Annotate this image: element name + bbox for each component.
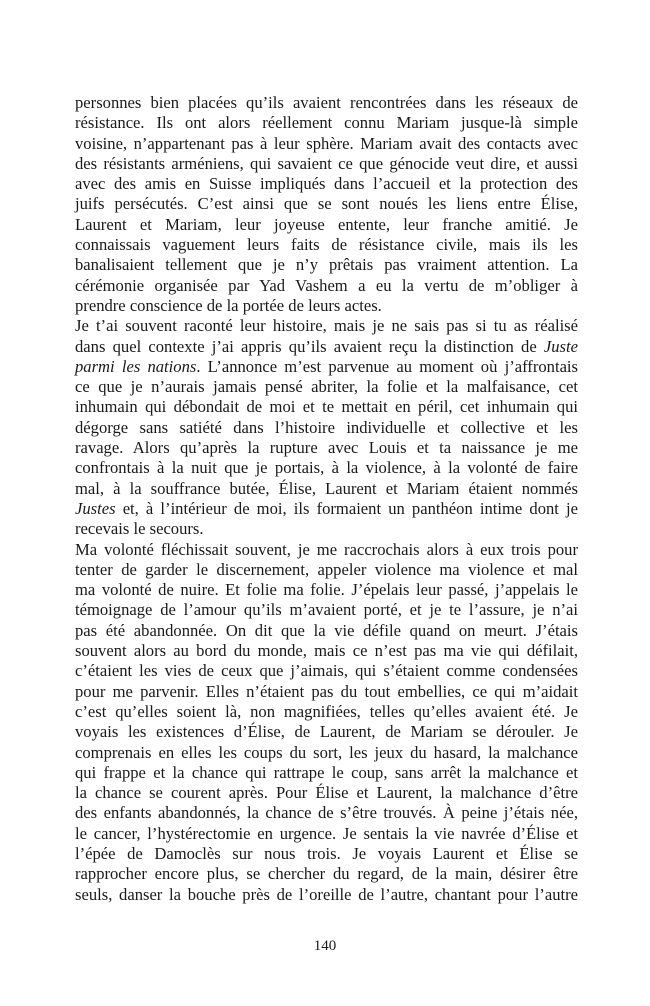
text-run: pour me parvenir. Elles n’étaient pas du tout embellies, ce qui m’aidait	[75, 681, 578, 701]
text-line	[75, 763, 578, 783]
text-line	[75, 215, 578, 235]
text-run: témoignage de l’amour qu’ils m’avaient porté, et je te l’assure, je n’ai	[75, 600, 578, 620]
text-run: c’étaient les vies de ceux que j’aimais, qui s’étaient comme condensées	[75, 661, 578, 681]
text-run: souvent alors au bord du monde, mais ce n’est pas ma vie qui défilait,	[75, 641, 578, 661]
text-line	[75, 641, 578, 661]
text-line	[75, 499, 578, 519]
text-run: des enfants abandonnés, la chance de s’être trouvés. À peine j’étais née,	[75, 803, 578, 823]
text-line	[75, 194, 578, 214]
text-run: dégorge sans satiété dans l’histoire individuelle et collective et les	[75, 417, 578, 437]
text-run: ma volonté de nuire. Et folie ma folie. J’épelais leur passé, j’appelais le	[75, 580, 578, 600]
text-run: c’est qu’elles soient là, non magnifiées, telles qu’elles avaient été. Je	[75, 701, 578, 721]
italic-text: Juste	[543, 336, 578, 356]
text-line	[75, 134, 578, 154]
text-run: Je t’ai souvent raconté leur histoire, mais je ne sais pas si tu as réalisé	[75, 316, 578, 336]
text-run: inhumain qui débondait de moi et te mettait en péril, cet inhumain qui	[75, 397, 578, 417]
text-line	[75, 580, 578, 600]
text-run: ravage. Alors qu’après la rupture avec Louis et ta naissance je me	[75, 438, 578, 458]
text-run: des résistants arméniens, qui savaient ce que génocide veut dire, et aussi	[75, 153, 578, 173]
text-line	[75, 844, 578, 864]
text-line	[75, 702, 578, 722]
text-line	[75, 743, 578, 763]
text-run: connaissais vaguement leurs faits de résistance civile, mais ils les	[75, 235, 578, 255]
text-line	[75, 661, 578, 681]
text-run: ce que je n’aurais jamais pensé abriter, la folie et la malfaisance, cet	[75, 377, 578, 397]
text-run: et, à l’intérieur de moi, ils formaient un panthéon intime dont je	[115, 498, 578, 518]
text-run: seuls, danser la bouche près de l’oreille de l’autre, chantant pour l’autre	[75, 884, 578, 904]
text-line	[75, 458, 578, 478]
text-line	[75, 824, 578, 844]
text-line	[75, 864, 578, 884]
text-run: avec des amis en Suisse impliqués dans l’accueil et la protection des	[75, 174, 578, 194]
text-run: confrontais à la nuit que je portais, à la violence, à la volonté de faire	[75, 458, 578, 478]
text-line	[75, 337, 578, 357]
text-line	[75, 682, 578, 702]
text-line	[75, 783, 578, 803]
text-run: . L’annonce m’est parvenue au moment où j’affrontais	[196, 356, 578, 376]
text-line	[75, 803, 578, 823]
text-run: cérémonie organisée par Yad Vashem a eu la vertu de m’obliger à	[75, 275, 578, 295]
text-run: banalisaient tellement que je n’y prêtais pas vraiment attention. La	[75, 255, 578, 275]
text-line	[75, 885, 578, 905]
italic-text: Justes	[75, 498, 116, 518]
text-line	[75, 255, 578, 275]
text-line	[75, 722, 578, 742]
text-line	[75, 316, 578, 336]
text-line	[75, 357, 578, 377]
text-line	[75, 93, 578, 113]
text-line	[75, 418, 578, 438]
text-line	[75, 540, 578, 560]
page-number: 140	[313, 938, 337, 954]
text-run: comprenais en elles les coups du sort, les jeux du hasard, la malchance	[75, 742, 578, 762]
body-text	[75, 93, 578, 905]
text-line	[75, 113, 578, 133]
text-line	[75, 154, 578, 174]
text-run: voisine, n’appartenant pas à leur sphère. Mariam avait des contacts avec	[75, 133, 578, 153]
text-run: prendre conscience de la portée de leurs actes.	[75, 295, 382, 315]
text-line	[75, 519, 578, 539]
text-line	[75, 479, 578, 499]
text-run: recevais le secours.	[75, 519, 204, 539]
text-line	[75, 377, 578, 397]
text-run: juifs persécutés. C’est ainsi que se sont noués les liens entre Élise,	[75, 194, 578, 214]
italic-text: parmi les nations	[75, 356, 197, 376]
text-line	[75, 174, 578, 194]
text-run: voyais les existences d’Élise, de Laurent, de Mariam se dérouler. Je	[75, 722, 578, 742]
text-line	[75, 276, 578, 296]
text-run: personnes bien placées qu’ils avaient rencontrées dans les réseaux de	[75, 93, 578, 112]
text-line	[75, 621, 578, 641]
text-run: le cancer, l’hystérectomie en urgence. Je sentais la vie navrée d’Élise et	[75, 823, 578, 843]
text-run: mal, à la souffrance butée, Élise, Laurent et Mariam étaient nommés	[75, 478, 578, 498]
text-line	[75, 560, 578, 580]
text-run: Laurent et Mariam, leur joyeuse entente, leur franche amitié. Je	[75, 214, 578, 234]
text-line	[75, 296, 578, 316]
text-run: Ma volonté fléchissait souvent, je me raccrochais alors à eux trois pour	[75, 539, 578, 559]
text-run: dans quel contexte j’ai appris qu’ils avaient reçu la distinction de	[75, 336, 544, 356]
text-run: pas été abandonnée. On dit que la vie défile quand on meurt. J’étais	[75, 620, 578, 640]
text-run: la chance se courent après. Pour Élise et Laurent, la malchance d’être	[75, 783, 578, 803]
text-line	[75, 397, 578, 417]
text-run: résistance. Ils ont alors réellement connu Mariam jusque-là simple	[75, 113, 578, 133]
text-line	[75, 438, 578, 458]
text-run: rapprocher encore plus, se chercher du regard, de la main, désirer être	[75, 864, 578, 884]
text-run: l’épée de Damoclès sur nous trois. Je voyais Laurent et Élise se	[75, 843, 578, 863]
text-run: qui frappe et la chance qui rattrape le coup, sans arrêt la malchance et	[75, 762, 578, 782]
text-line	[75, 600, 578, 620]
text-line	[75, 235, 578, 255]
text-run: tenter de garder le discernement, appeler violence ma violence et mal	[75, 559, 578, 579]
